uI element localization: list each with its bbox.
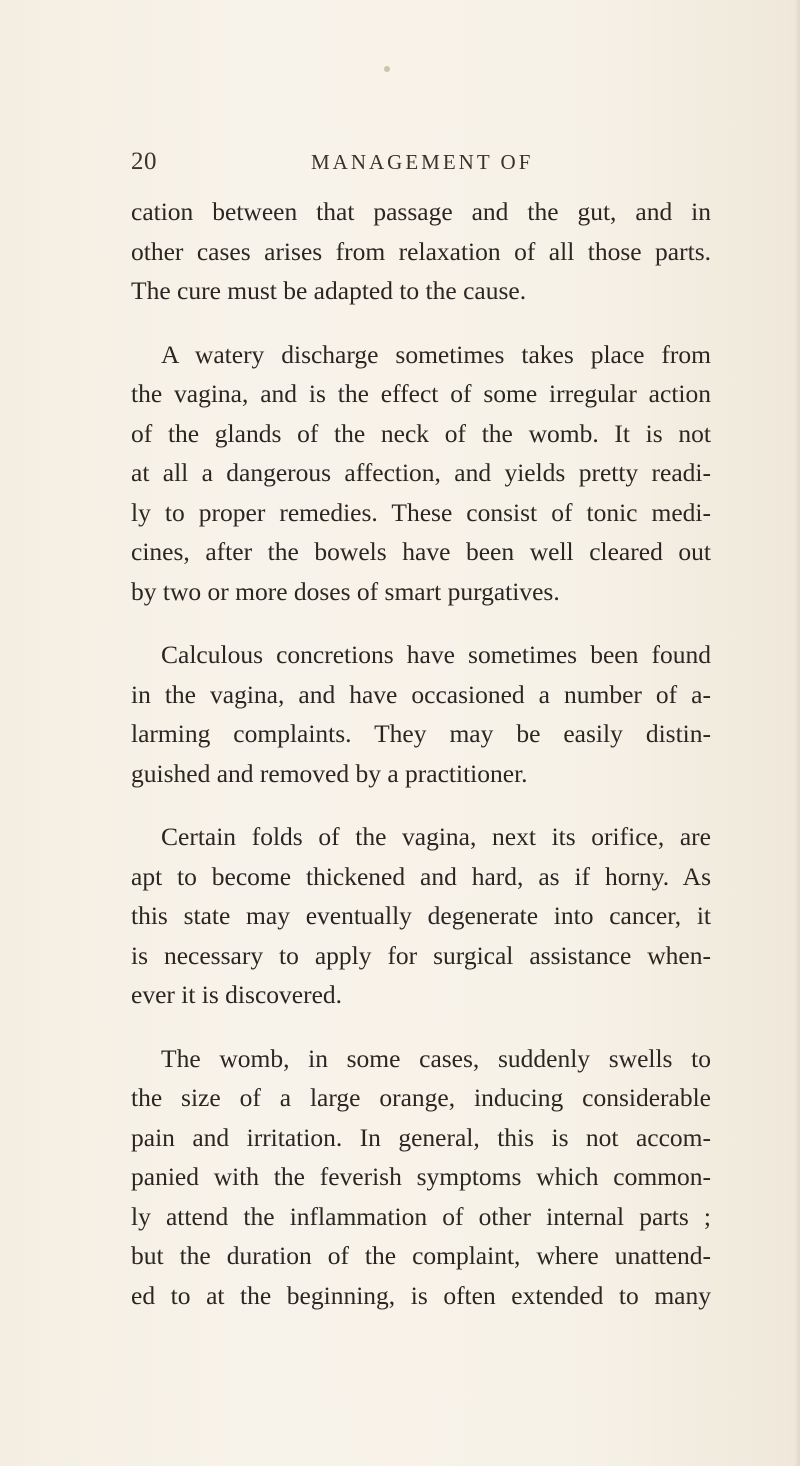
text-line: cation between that passage and the gut, and in [131, 197, 711, 226]
text-line: larming complaints. They may be easily distin- [131, 719, 711, 748]
text-line: in the vagina, and have occasioned a number of a- [131, 679, 711, 709]
text-line: but the duration of the complaint, where unattend- [131, 1241, 711, 1270]
text-line: the size of a large orange, inducing considerable [131, 1083, 711, 1112]
text-line: The womb, in some cases, suddenly swells to [161, 1043, 711, 1073]
text-line: is necessary to apply for surgical assistance when- [131, 940, 711, 970]
page-header [131, 148, 711, 178]
text-line: cines, after the bowels have been well cleared out [131, 537, 711, 566]
text-line: ly to proper remedies. These consist of tonic medi- [131, 497, 711, 527]
text-line: by two or more doses of smart purgatives. [131, 576, 560, 606]
paragraph-4 [131, 817, 711, 1015]
text-line: ever it is discovered. [131, 980, 343, 1009]
paragraph-3 [131, 635, 711, 793]
paragraph-1 [131, 192, 711, 311]
printer-mark [384, 66, 390, 72]
text-line: panied with the feverish symptoms which common- [131, 1162, 711, 1191]
body-text [131, 192, 711, 1339]
running-head: MANAGEMENT OF [311, 150, 534, 174]
text-line: ed to at the beginning, is often extended to many [131, 1280, 711, 1310]
text-line: other cases arises from relaxation of all those parts. [131, 236, 711, 266]
page-edge-shadow [794, 0, 800, 1466]
text-line: ly attend the inflammation of other internal parts ; [131, 1201, 711, 1231]
text-line: this state may eventually degenerate into cancer, it [131, 901, 711, 930]
text-line: guished and removed by a practitioner. [131, 758, 528, 788]
text-line: The cure must be adapted to the cause. [131, 276, 527, 305]
page-number: 20 [131, 148, 157, 175]
text-line: pain and irritation. In general, this is not accom- [131, 1122, 711, 1152]
text-line: Certain folds of the vagina, next its orifice, are [161, 822, 711, 851]
text-line: at all a dangerous affection, and yields pretty readi- [131, 458, 711, 487]
text-line: of the glands of the neck of the womb. It is not [131, 418, 711, 448]
paragraph-5 [131, 1039, 711, 1316]
text-line: apt to become thickened and hard, as if horny. As [131, 861, 711, 891]
text-line: the vagina, and is the effect of some irregular action [131, 379, 711, 408]
paragraph-2 [131, 335, 711, 612]
text-line: A watery discharge sometimes takes place from [161, 339, 711, 369]
text-line: Calculous concretions have sometimes been found [161, 640, 711, 669]
